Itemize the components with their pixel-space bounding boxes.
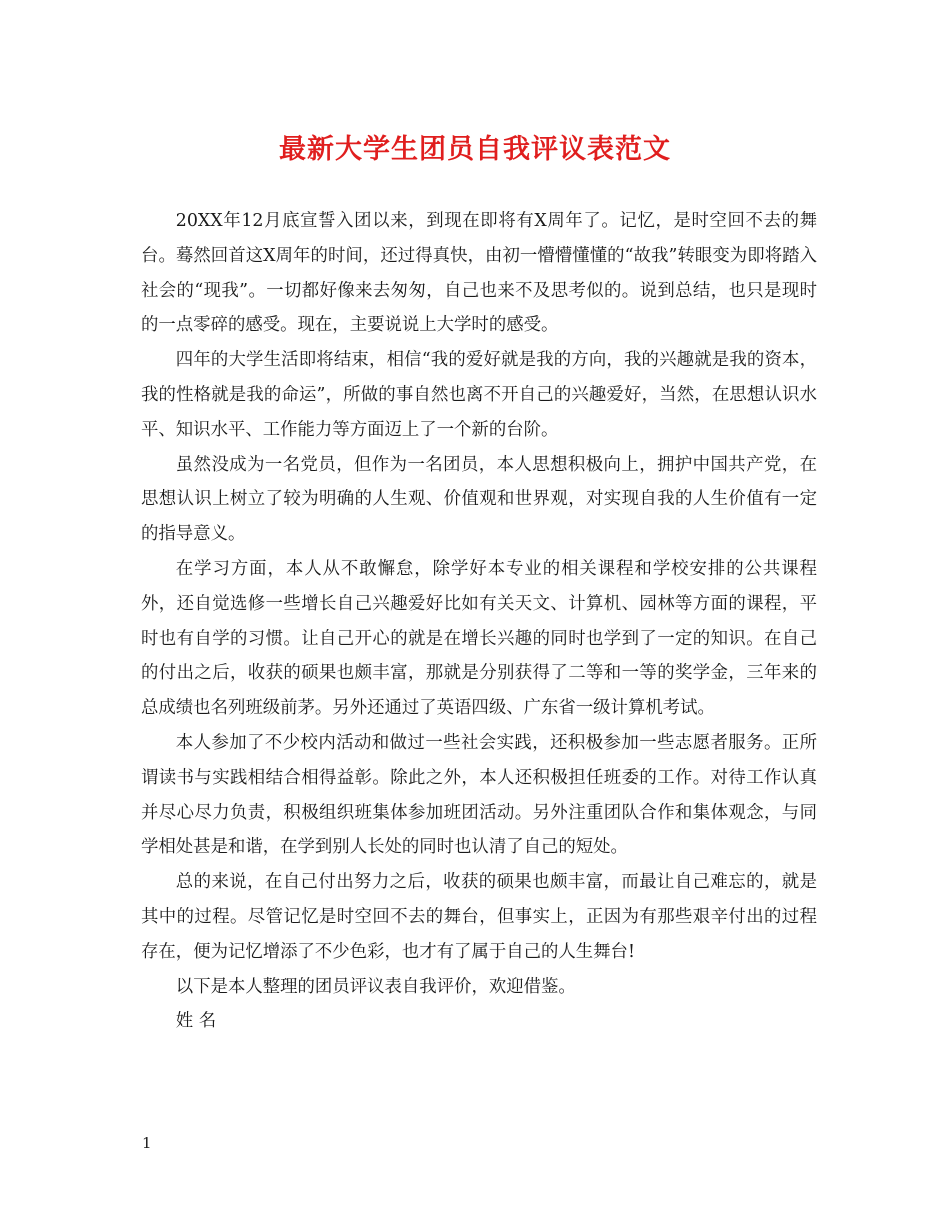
paragraph: 20XX年12月底宣誓入团以来，到现在即将有X周年了。记忆，是时空回不去的舞台。蓦然回首这X周年的时间，还过得真快，由初一懵懵懂懂的“故我”转眼变为即将踏入社会的“现我”。一切都好像来去匆匆，自己也来不及思考似的。说到总结，也只是现时的一点零碎的感受。现在，主要说说上大学时的感受。 xyxy=(141,211,817,336)
paragraph: 四年的大学生活即将结束，相信“我的爱好就是我的方向，我的兴趣就是我的资本，我的性格就是我的命运”，所做的事自然也离不开自己的兴趣爱好，当然，在思想认识水平、知识水平、工作能力等方面迈上了一个新的台阶。 xyxy=(141,350,817,440)
paragraph: 以下是本人整理的团员评议表自我评价，欢迎借鉴。 xyxy=(175,976,576,997)
paragraph: 本人参加了不少校内活动和做过一些社会实践，还积极参加一些志愿者服务。正所谓读书与实践相结合相得益彰。除此之外，本人还积极担任班委的工作。对待工作认真并尽心尽力负责，积极组织班集体参加班团活动。另外注重团队合作和集体观念，与同学相处甚是和谐，在学到别人长处的同时也认清了自己的短处。 xyxy=(141,732,817,858)
document-body xyxy=(141,204,817,1039)
page-number: 1 xyxy=(142,1134,152,1152)
document-title: 最新大学生团员自我评议表范文 xyxy=(279,134,671,165)
name-field-label: 姓 名 xyxy=(175,1011,217,1032)
paragraph: 在学习方面，本人从不敢懈怠，除学好本专业的相关课程和学校安排的公共课程外，还自觉选修一些增长自己兴趣爱好比如有关天文、计算机、园林等方面的课程，平时也有自学的习惯。让自己开心的就是在增长兴趣的同时也学到了一定的知识。在自己的付出之后，收获的硕果也颇丰富，那就是分别获得了二等和一等的奖学金，三年来的总成绩也名列班级前茅。另外还通过了英语四级、广东省一级计算机考试。 xyxy=(141,558,817,719)
paragraph: 总的来说，在自己付出努力之后，收获的硕果也颇丰富，而最让自己难忘的，就是其中的过程。尽管记忆是时空回不去的舞台，但事实上，正因为有那些艰辛付出的过程存在，便为记忆增添了不少色彩，也才有了属于自己的人生舞台! xyxy=(141,872,817,962)
paragraph: 虽然没成为一名党员，但作为一名团员，本人思想积极向上，拥护中国共产党，在思想认识上树立了较为明确的人生观、价值观和世界观，对实现自我的人生价值有一定的指导意义。 xyxy=(141,454,817,545)
